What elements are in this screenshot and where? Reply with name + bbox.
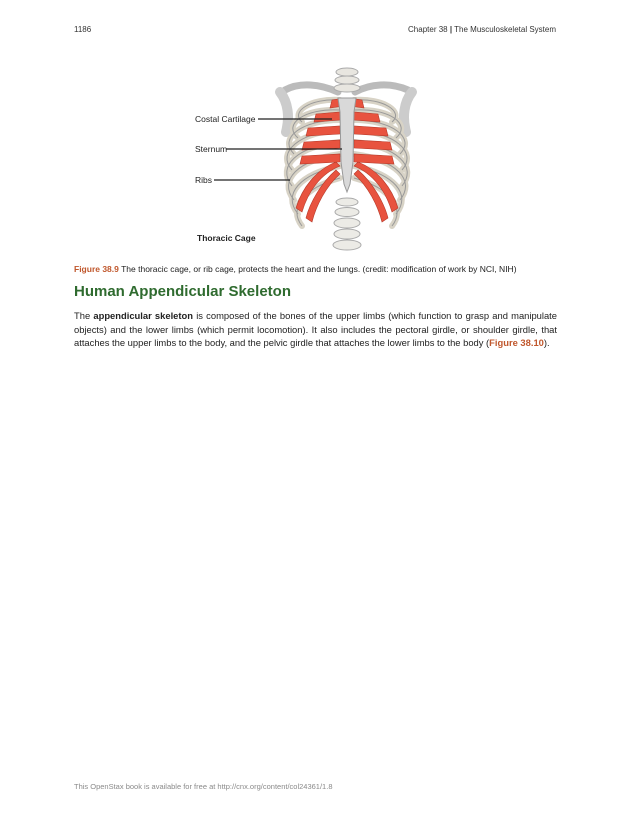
page-footer: This OpenStax book is available for free at http://cnx.org/content/col24361/1.8	[74, 782, 333, 791]
section-heading: Human Appendicular Skeleton	[74, 283, 291, 300]
figure-number: Figure 38.9	[74, 264, 119, 274]
thoracic-cage-figure	[190, 62, 450, 252]
key-term: appendicular skeleton	[93, 310, 193, 321]
running-header	[408, 25, 556, 34]
ribs-label: Ribs	[195, 175, 213, 185]
figure-caption	[74, 264, 564, 274]
sternum-label: Sternum	[195, 144, 228, 154]
page-number: 1186	[74, 25, 92, 34]
paragraph-text-end: ).	[543, 337, 550, 348]
paragraph-text-middle: is composed of the bones of the upper limbs (which function to grasp and manipulate objects) and the lower limbs (which permit locomotion). It also includes the pectoral girdle, or shoulder girdle, that attaches the upper limbs to the body, and the pelvic girdle that attaches the lower limbs to the body (	[74, 310, 557, 348]
header-separator: |	[449, 25, 453, 34]
costal-cartilage-label: Costal Cartilage	[195, 114, 256, 124]
rib-cage-illustration	[190, 62, 450, 252]
figure-title: Thoracic Cage	[197, 233, 256, 243]
body-paragraph	[74, 309, 557, 350]
chapter-number: Chapter 38	[408, 25, 448, 34]
figure-link[interactable]: Figure 38.10	[489, 337, 544, 348]
caption-text: The thoracic cage, or rib cage, protects the heart and the lungs. (credit: modification of work by NCI, NIH)	[118, 264, 517, 274]
paragraph-text-start: The	[74, 310, 94, 321]
chapter-title: The Musculoskeletal System	[454, 25, 556, 34]
